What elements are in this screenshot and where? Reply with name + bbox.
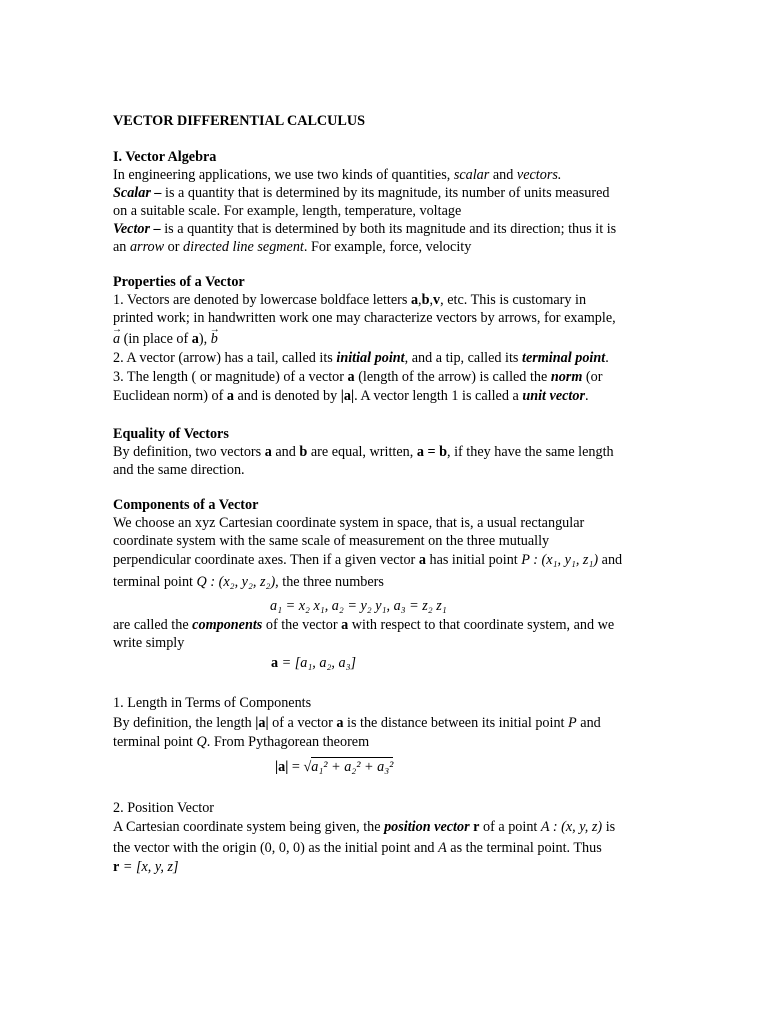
vector-a-arrow: → a (113, 330, 120, 348)
paragraph-line: coordinate system with the same scale of measurement on the three mutually (113, 533, 550, 549)
vector-b-arrow: → b (211, 330, 218, 348)
paragraph-line: 1. Vectors are denoted by lowercase boldface letters a,b,v, etc. This is customary in (113, 292, 587, 308)
paragraph-line: By definition, two vectors a and b are equal, written, a = b, if they have the same length (113, 444, 614, 460)
paragraph-line: → a (in place of a), → b (113, 330, 218, 348)
section-heading-vector-algebra: I. Vector Algebra (113, 149, 217, 165)
section-heading-length: 1. Length in Terms of Components (113, 695, 312, 711)
square-root-sign: √ (303, 759, 312, 775)
paragraph-line: and the same direction. (113, 462, 245, 478)
section-heading-components: Components of a Vector (113, 497, 259, 513)
section-heading-position-vector: 2. Position Vector (113, 800, 215, 816)
paragraph-line: Euclidean norm) of a and is denoted by |a|. A vector length 1 is called a unit vector. (113, 388, 589, 404)
paragraph-line: terminal point Q. From Pythagorean theorem (113, 734, 370, 750)
paragraph-line: perpendicular coordinate axes. Then if a given vector a has initial point P : (x₁, y₁, z₁) and (113, 552, 623, 568)
paragraph-line: We choose an xyz Cartesian coordinate system in space, that is, a usual rectangular (113, 515, 585, 531)
paragraph-line: 3. The length ( or magnitude) of a vector a (length of the arrow) is called the norm (or (113, 369, 603, 385)
document-title: VECTOR DIFFERENTIAL CALCULUS (113, 113, 366, 129)
paragraph-line: 2. A vector (arrow) has a tail, called its initial point, and a tip, called its terminal point. (113, 350, 609, 366)
paragraph-line: are called the components of the vector a with respect to that coordinate system, and we (113, 617, 615, 633)
paragraph-line: In engineering applications, we use two kinds of quantities, scalar and vectors. (113, 167, 562, 183)
position-vector-equation: r = [x, y, z] (113, 859, 179, 875)
paragraph-line: an arrow or directed line segment. For example, force, velocity (113, 239, 472, 255)
paragraph-line: By definition, the length |a| of a vector a is the distance between its initial point P and (113, 715, 601, 731)
paragraph-line: on a suitable scale. For example, length, temperature, voltage (113, 203, 462, 219)
paragraph-line: the vector with the origin (0, 0, 0) as the initial point and A as the terminal point. Thus (113, 840, 602, 856)
vector-components-equation: a = [a₁, a₂, a₃] (271, 655, 357, 671)
vector-definition-line: Vector – is a quantity that is determined by both its magnitude and its direction; thus it is (113, 221, 617, 237)
radicand: a₁² + a₂² + a₃² (311, 759, 394, 775)
components-equation: a₁ = x₂ x₁, a₂ = y₂ y₁, a₃ = z₂ z₁ (270, 598, 447, 614)
section-heading-equality: Equality of Vectors (113, 426, 229, 442)
length-equation: |a| = √a₁² + a₂² + a₃² (275, 759, 394, 775)
section-heading-properties: Properties of a Vector (113, 274, 245, 290)
paragraph-line: printed work; in handwritten work one may characterize vectors by arrows, for example, (113, 310, 616, 326)
scalar-definition-line: Scalar – is a quantity that is determined by its magnitude, its number of units measured (113, 185, 610, 201)
paragraph-line: write simply (113, 635, 185, 651)
paragraph-line: terminal point Q : (x₂, y₂, z₂), the three numbers (113, 574, 384, 590)
paragraph-line: A Cartesian coordinate system being given, the position vector r of a point A : (x, y, z) is (113, 819, 616, 835)
